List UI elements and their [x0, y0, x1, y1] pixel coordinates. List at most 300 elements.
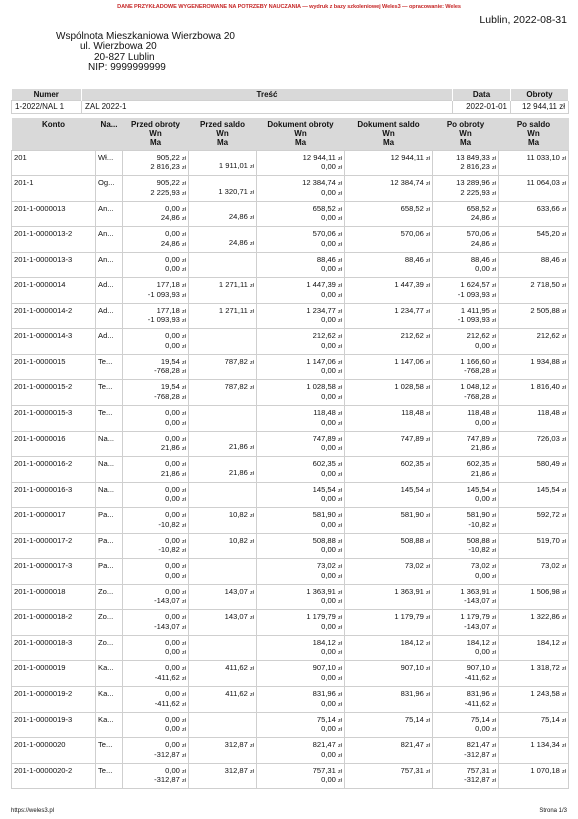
amount-cell	[257, 380, 345, 406]
currency-label: zł	[250, 470, 254, 477]
amount-value: 831,96	[466, 688, 490, 698]
currency-label: zł	[338, 232, 342, 239]
currency-label: zł	[492, 410, 496, 417]
currency-label: zł	[182, 165, 186, 172]
amount-value: 821,47	[312, 740, 336, 750]
currency-label: zł	[492, 666, 496, 673]
amount-ma	[125, 725, 186, 735]
currency-label: zł	[338, 513, 342, 520]
amount-value: 24,86	[228, 212, 248, 222]
currency-label: zł	[562, 410, 566, 417]
amount-ma	[347, 214, 430, 223]
amount-value: -1 093,93	[147, 289, 180, 299]
amount-ma	[501, 444, 566, 453]
account-name: Te...	[96, 380, 123, 406]
currency-label: zł	[338, 369, 342, 376]
amount-value: 88,46	[470, 254, 490, 264]
amount-value: 212,62	[312, 331, 336, 341]
amount-ma	[501, 623, 566, 632]
amount-wn	[347, 716, 430, 726]
amount-ma	[259, 751, 342, 761]
amount-value: 545,20	[536, 229, 560, 239]
amount-ma	[125, 597, 186, 607]
table-row	[12, 508, 569, 534]
amount-ma	[435, 546, 496, 556]
accounts-col-subtitle: Ma	[216, 138, 229, 147]
amount-wn	[191, 639, 254, 648]
amount-value: 1 179,79	[460, 612, 490, 622]
account-number: 201-1-0000017-2	[12, 533, 96, 559]
amount-ma	[347, 163, 430, 172]
amount-wn	[191, 537, 254, 547]
currency-label: zł	[492, 615, 496, 622]
amount-cell	[345, 482, 433, 508]
amount-value: 907,10	[466, 663, 490, 673]
amount-value: 821,47	[400, 740, 424, 750]
account-number: 201-1-0000019-2	[12, 686, 96, 712]
amount-value: 0,00	[321, 673, 336, 683]
amount-cell	[433, 405, 499, 431]
account-number: 201-1-0000013	[12, 201, 96, 227]
amount-ma	[501, 316, 566, 325]
amount-wn	[501, 383, 566, 393]
amount-cell	[123, 252, 189, 278]
table-row	[12, 380, 569, 406]
currency-label: zł	[492, 487, 496, 494]
amount-ma	[435, 291, 496, 301]
amount-cell	[433, 559, 499, 585]
amount-ma	[347, 342, 430, 351]
accounts-col-subtitle: Ma	[527, 138, 540, 147]
amount-cell	[257, 763, 345, 789]
accounts-col-title: Przed saldo	[200, 120, 245, 129]
amount-value: -768,28	[464, 366, 490, 376]
amount-value: 0,00	[321, 238, 336, 248]
amount-ma	[347, 367, 430, 376]
amount-cell	[189, 559, 257, 585]
accounts-col-subtitle: Wn	[149, 129, 162, 138]
amount-value: 12 384,74	[390, 178, 424, 188]
col-tresc: Treść	[82, 89, 453, 100]
amount-cell	[345, 329, 433, 355]
account-name: Te...	[96, 763, 123, 789]
currency-label: zł	[338, 385, 342, 392]
amount-ma	[259, 240, 342, 250]
footer-url: https://weles3.pl	[11, 808, 55, 814]
amount-value: 24,86	[470, 238, 490, 248]
currency-label: zł	[426, 410, 430, 417]
amount-ma	[191, 469, 254, 479]
amount-cell	[189, 380, 257, 406]
amount-ma	[191, 213, 254, 223]
amount-ma	[501, 419, 566, 428]
amount-wn	[347, 639, 430, 649]
amount-ma	[259, 521, 342, 531]
amount-value: 757,31	[312, 765, 336, 775]
amount-value: 570,06	[400, 229, 424, 239]
amount-cell	[499, 763, 569, 789]
currency-label: zł	[426, 206, 430, 213]
amount-wn	[191, 664, 254, 674]
currency-label: zł	[182, 615, 186, 622]
amount-value: -411,62	[464, 673, 490, 683]
account-number: 201-1-0000018	[12, 584, 96, 610]
amount-value: 118,48	[401, 407, 424, 417]
amount-wn	[347, 230, 430, 240]
amount-wn	[191, 307, 254, 317]
amount-cell	[499, 738, 569, 764]
accounts-col-subtitle: Ma	[459, 138, 472, 147]
currency-label: zł	[338, 589, 342, 596]
amount-value: 0,00	[321, 162, 336, 172]
account-name: Ad...	[96, 278, 123, 304]
currency-label: zł	[250, 240, 254, 247]
accounts-col-subtitle: Ma	[382, 138, 395, 147]
banner-notice: DANE PRZYKŁADOWE WYGENEROWANE NA POTRZEBY NAUCZANIA — wydruk z bazy szkoleniowej Weles3 — opracowanie: Weles	[117, 4, 461, 10]
amount-ma	[501, 189, 566, 198]
currency-label: zł	[338, 165, 342, 172]
amount-ma	[435, 189, 496, 199]
amount-cell	[257, 584, 345, 610]
currency-label: zł	[250, 743, 254, 750]
amount-ma	[347, 751, 430, 760]
amount-cell	[345, 457, 433, 483]
table-row	[12, 738, 569, 764]
amount-ma	[347, 572, 430, 581]
amount-value: 1 179,79	[306, 612, 336, 622]
amount-wn	[501, 767, 566, 777]
document-row	[12, 100, 569, 113]
amount-cell	[123, 227, 189, 253]
currency-label: zł	[492, 676, 496, 683]
amount-wn	[501, 511, 566, 521]
currency-label: zł	[492, 334, 496, 341]
amount-value: 21,86	[228, 442, 248, 452]
account-name: Zo...	[96, 635, 123, 661]
amount-value: 73,02	[316, 561, 336, 571]
amount-value: 658,52	[466, 203, 490, 213]
account-number: 201-1-0000013-2	[12, 227, 96, 253]
amount-ma	[347, 776, 430, 785]
amount-value: 658,52	[312, 203, 336, 213]
amount-ma	[259, 189, 342, 199]
amount-value: 21,86	[160, 468, 180, 478]
currency-label: zł	[562, 564, 566, 571]
amount-value: -312,87	[154, 775, 180, 785]
amount-ma	[501, 367, 566, 376]
currency-label: zł	[562, 232, 566, 239]
amount-cell	[433, 201, 499, 227]
table-row	[12, 712, 569, 738]
amount-value: 75,14	[540, 714, 560, 724]
amount-cell	[433, 635, 499, 661]
amount-wn	[347, 205, 430, 215]
amount-value: 0,00	[321, 366, 336, 376]
currency-label: zł	[492, 308, 496, 315]
currency-label: zł	[492, 513, 496, 520]
amount-wn	[501, 613, 566, 623]
amount-ma	[435, 776, 496, 786]
amount-cell	[123, 738, 189, 764]
currency-label: zł	[492, 292, 496, 299]
amount-ma	[435, 265, 496, 275]
currency-label: zł	[338, 701, 342, 708]
amount-ma	[259, 393, 342, 403]
amount-ma	[259, 597, 342, 607]
amount-value: 0,00	[321, 570, 336, 580]
currency-label: zł	[492, 522, 496, 529]
amount-value: -411,62	[464, 698, 490, 708]
currency-label: zł	[426, 589, 430, 596]
amount-value: 145,54	[536, 484, 560, 494]
amount-value: 0,00	[321, 647, 336, 657]
amount-value: 1 234,77	[306, 305, 336, 315]
amount-wn	[501, 230, 566, 240]
org-street: ul. Wierzbowa 20	[80, 41, 157, 53]
amount-value: 747,89	[400, 433, 424, 443]
currency-label: zł	[562, 743, 566, 750]
account-number: 201-1-0000020	[12, 738, 96, 764]
currency-label: zł	[562, 462, 566, 469]
amount-value: 1 624,57	[460, 280, 490, 290]
amount-wn	[347, 613, 430, 623]
amount-cell	[257, 431, 345, 457]
amount-wn	[501, 179, 566, 189]
amount-value: 1 243,58	[530, 688, 560, 698]
amount-ma	[435, 521, 496, 531]
amount-ma	[501, 751, 566, 760]
amount-ma	[435, 648, 496, 658]
currency-label: zł	[250, 283, 254, 290]
amount-ma	[191, 316, 254, 325]
amount-cell	[433, 303, 499, 329]
currency-label: zł	[562, 640, 566, 647]
amount-cell	[499, 686, 569, 712]
currency-label: zł	[182, 471, 186, 478]
amount-cell	[345, 559, 433, 585]
amount-cell	[123, 278, 189, 304]
amount-cell	[257, 508, 345, 534]
amount-value: 1 147,06	[306, 356, 336, 366]
amount-ma	[435, 674, 496, 684]
currency-label: zł	[338, 522, 342, 529]
amount-value: 1 134,34	[530, 740, 560, 750]
amount-value: -312,87	[464, 775, 490, 785]
amount-value: 0,00	[321, 417, 336, 427]
amount-ma	[347, 623, 430, 632]
amount-cell	[499, 610, 569, 636]
currency-label: zł	[492, 650, 496, 657]
table-row	[12, 584, 569, 610]
accounts-col-5	[345, 118, 433, 150]
amount-value: 1 411,95	[460, 305, 490, 315]
amount-value: 184,12	[536, 637, 560, 647]
amount-cell	[123, 329, 189, 355]
amount-cell	[257, 738, 345, 764]
amount-ma	[125, 648, 186, 658]
currency-label: zł	[182, 232, 186, 239]
account-number: 201-1-0000016	[12, 431, 96, 457]
accounts-col-title: Dokument obroty	[267, 120, 334, 129]
amount-value: 0,00	[165, 459, 180, 469]
amount-ma	[347, 648, 430, 657]
table-row	[12, 303, 569, 329]
amount-cell	[189, 354, 257, 380]
amount-value: 1 028,58	[306, 382, 336, 392]
currency-label: zł	[562, 308, 566, 315]
amount-value: 0,00	[165, 561, 180, 571]
currency-label: zł	[492, 343, 496, 350]
currency-label: zł	[338, 395, 342, 402]
currency-label: zł	[182, 589, 186, 596]
amount-cell	[257, 661, 345, 687]
currency-label: zł	[182, 283, 186, 290]
accounts-col-subtitle: Wn	[216, 129, 229, 138]
amount-value: 1 166,60	[460, 356, 490, 366]
amount-cell	[499, 508, 569, 534]
amount-cell	[345, 176, 433, 202]
currency-label: zł	[338, 497, 342, 504]
amount-wn	[191, 281, 254, 291]
account-number: 201-1-0000014-3	[12, 329, 96, 355]
currency-label: zł	[250, 215, 254, 222]
amount-value: -143,07	[154, 596, 180, 606]
amount-value: 13 289,96	[456, 178, 490, 188]
amount-value: 905,22	[156, 152, 180, 162]
amount-value: 88,46	[316, 254, 336, 264]
currency-label: zł	[250, 445, 254, 452]
currency-label: zł	[182, 573, 186, 580]
amount-wn	[347, 741, 430, 751]
amount-value: 184,12	[466, 637, 490, 647]
amount-value: 145,54	[312, 484, 336, 494]
currency-label: zł	[492, 190, 496, 197]
amount-cell	[345, 712, 433, 738]
amount-value: 10,82	[228, 535, 248, 545]
amount-ma	[347, 674, 430, 683]
amount-ma	[347, 240, 430, 249]
currency-label: zł	[492, 564, 496, 571]
amount-cell	[345, 431, 433, 457]
amount-ma	[125, 700, 186, 710]
amount-ma	[501, 495, 566, 504]
currency-label: zł	[338, 676, 342, 683]
amount-cell	[499, 533, 569, 559]
amount-value: 0,00	[165, 433, 180, 443]
currency-label: zł	[426, 640, 430, 647]
amount-value: 2 225,93	[460, 187, 490, 197]
currency-label: zł	[426, 257, 430, 264]
amount-wn	[347, 409, 430, 419]
amount-ma	[259, 700, 342, 710]
amount-value: 592,72	[536, 510, 560, 520]
amount-cell	[123, 508, 189, 534]
amount-cell	[257, 533, 345, 559]
amount-cell	[433, 508, 499, 534]
amount-ma	[435, 342, 496, 352]
amount-value: 0,00	[165, 765, 180, 775]
currency-label: zł	[338, 650, 342, 657]
currency-label: zł	[492, 155, 496, 162]
table-row	[12, 457, 569, 483]
currency-label: zł	[492, 385, 496, 392]
currency-label: zł	[338, 446, 342, 453]
amount-cell	[189, 482, 257, 508]
currency-label: zł	[562, 283, 566, 290]
organization-address	[56, 32, 235, 74]
amount-value: 12 944,11	[390, 152, 424, 162]
currency-label: zł	[492, 267, 496, 274]
amount-value: 19,54	[160, 382, 180, 392]
currency-label: zł	[182, 369, 186, 376]
amount-value: 145,54	[400, 484, 424, 494]
amount-wn	[501, 281, 566, 291]
amount-value: 580,49	[536, 459, 560, 469]
amount-cell	[257, 201, 345, 227]
amount-ma	[259, 546, 342, 556]
currency-label: zł	[338, 318, 342, 325]
currency-label: zł	[250, 359, 254, 366]
amount-ma	[125, 572, 186, 582]
amount-value: 75,14	[404, 714, 424, 724]
account-name: Na...	[96, 482, 123, 508]
amount-value: 0,00	[165, 612, 180, 622]
amount-value: 1 816,40	[530, 382, 560, 392]
currency-label: zł	[338, 292, 342, 299]
amount-value: 1 234,77	[394, 305, 424, 315]
amount-cell	[433, 763, 499, 789]
account-number: 201-1-0000014-2	[12, 303, 96, 329]
currency-label: zł	[182, 727, 186, 734]
currency-label: zł	[182, 343, 186, 350]
currency-label: zł	[426, 334, 430, 341]
amount-value: 2 718,50	[530, 280, 560, 290]
currency-label: zł	[426, 232, 430, 239]
currency-label: zł	[492, 599, 496, 606]
amount-value: 177,18	[156, 280, 180, 290]
amount-ma	[435, 163, 496, 173]
amount-wn	[347, 511, 430, 521]
amount-value: 1 271,11	[218, 305, 248, 315]
account-number: 201-1-0000016-2	[12, 457, 96, 483]
amount-value: 0,00	[475, 494, 490, 504]
amount-value: 0,00	[165, 724, 180, 734]
currency-label: zł	[182, 395, 186, 402]
amount-value: 212,62	[536, 331, 560, 341]
amount-ma	[501, 725, 566, 734]
currency-label: zł	[492, 548, 496, 555]
currency-label: zł	[182, 564, 186, 571]
currency-label: zł	[182, 640, 186, 647]
amount-cell	[499, 405, 569, 431]
amount-value: 0,00	[475, 724, 490, 734]
accounts-col-1	[96, 118, 123, 150]
account-number: 201-1-0000015	[12, 354, 96, 380]
currency-label: zł	[338, 410, 342, 417]
amount-cell	[257, 712, 345, 738]
amount-cell	[123, 559, 189, 585]
amount-value: 633,66	[536, 203, 560, 213]
amount-cell	[499, 278, 569, 304]
table-row	[12, 405, 569, 431]
amount-wn	[347, 383, 430, 393]
amount-ma	[191, 443, 254, 453]
amount-ma	[191, 291, 254, 300]
amount-cell	[499, 380, 569, 406]
currency-label: zł	[338, 640, 342, 647]
account-number: 201	[12, 150, 96, 176]
currency-label: zł	[338, 727, 342, 734]
